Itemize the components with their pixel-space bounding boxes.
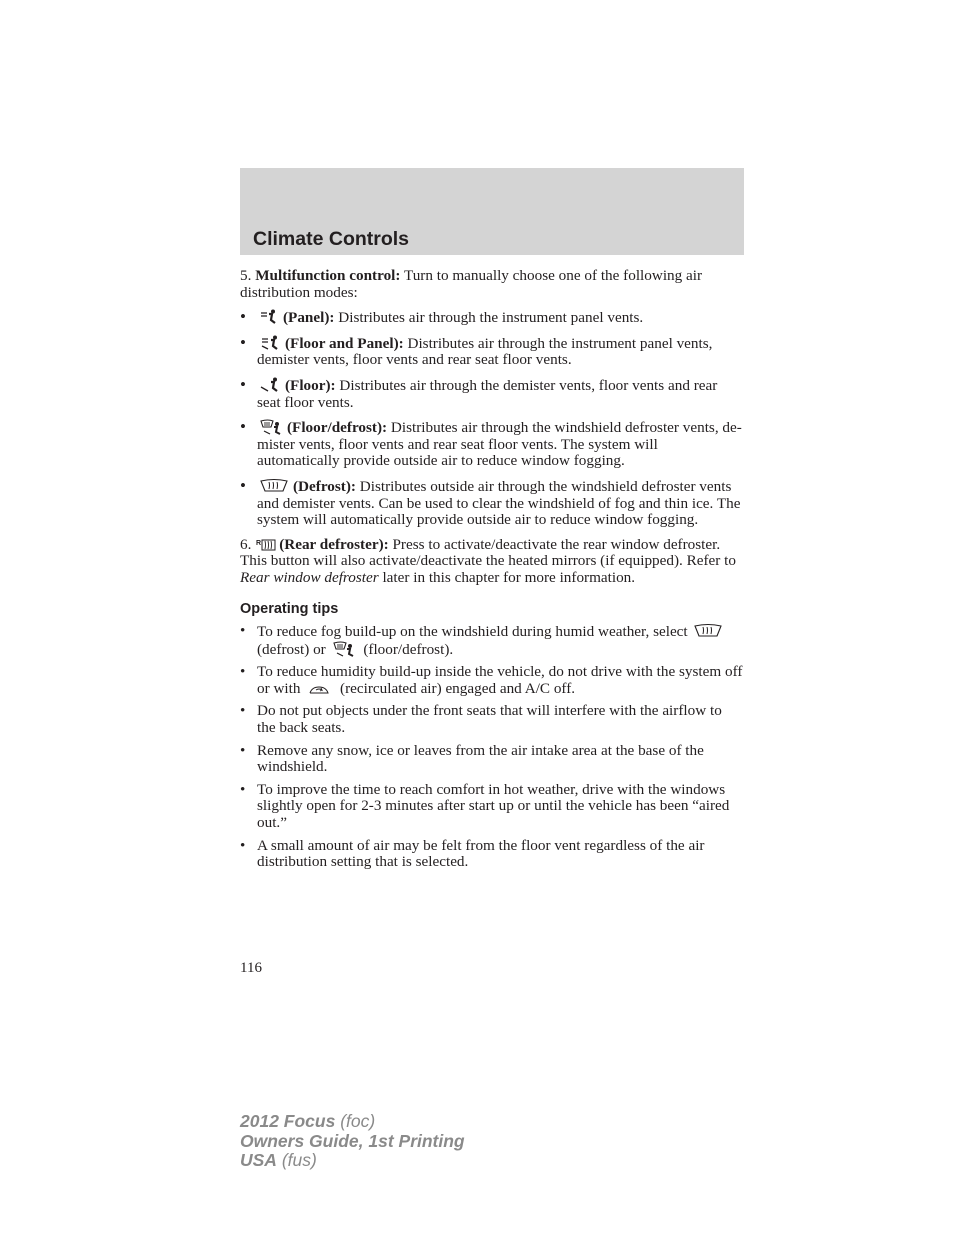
bullet: • [240,780,246,798]
mode-item-floor-defrost [240,419,744,470]
item-label: Multifunction control: [255,267,401,284]
mode-text: Distributes air through the windshield defroster vents, de-mister vents, floor vents and rear seat floor vents. The system will automatically provide outside air to reduce window fogging. [257,419,742,470]
tip-item [240,782,744,832]
item-number: 6. [240,535,252,553]
footer-edition: Owners Guide, 1st Printing [240,1130,465,1151]
bullet: • [240,417,246,437]
tip-text: (floor/defrost). [359,640,454,658]
recirculated-air-icon [307,684,331,696]
footer-market: USA [240,1150,277,1170]
tip-text: Remove any snow, ice or leaves from the air intake area at the base of the windshield. [257,741,704,776]
mode-label: (Floor): [285,376,336,394]
mode-item-panel [240,309,744,327]
tip-text: Do not put objects under the front seats that will interfere with the airflow to the back seats. [257,702,722,737]
tip-text: (recirculated air) engaged and A/C off. [336,679,576,697]
mode-text: Distributes air through the instrument panel vents, demister vents, floor vents and rear seat floor vents. [257,334,713,369]
footer-code: (fus) [276,1150,317,1170]
mode-label: (Floor/defrost): [287,419,388,437]
bullet: • [240,475,246,495]
section-header [240,168,744,255]
item-number: 5. [240,267,252,284]
item-label: (Rear defroster): [279,535,389,553]
footer-model: 2012 Focus [240,1111,336,1131]
mode-item-floor-and-panel [240,332,744,369]
tip-item [240,703,744,736]
mode-text: Distributes air through the instrument panel vents. [334,309,644,327]
floor-vent-icon [260,377,280,393]
tip-text: To reduce humidity build-up inside the vehicle, do not drive with the system off or with [257,663,743,697]
mode-label: (Floor and Panel): [285,334,404,352]
bullet: • [240,622,246,640]
footer-code: (foc) [335,1111,376,1131]
tip-text: (defrost) or [257,640,330,658]
tip-item [240,623,744,658]
svg-text:R: R [256,539,262,547]
mode-text: Distributes outside air through the windshield defroster vents and demister vents. Can be used to clear the windshield of fog and thin ice. The system will automatically provide outside air to reduce window fogging. [257,477,741,529]
bullet: • [240,741,246,759]
air-distribution-mode-list [240,309,744,529]
item-text: Press to activate/deactivate the rear window defroster. This button will also activate/deactivate the heated mirrors (if equipped). Refer to [240,535,736,570]
mode-text: Distributes air through the demister vents, floor vents and rear seat floor vents. [257,376,718,411]
section-title: Climate Controls [253,228,410,250]
bullet: • [240,307,246,327]
windshield-defrost-icon [260,478,288,494]
floor-and-panel-vent-icon [260,335,280,351]
operating-tips-list [240,623,744,871]
mode-label: (Defrost): [293,477,356,495]
multifunction-control-paragraph [240,268,744,301]
floor-defrost-icon [333,641,355,657]
tip-text: To reduce fog build-up on the windshield during humid weather, select [257,623,692,641]
item-text: Turn to manually choose one of the following air distribution modes: [240,267,703,301]
tip-text: To improve the time to reach comfort in hot weather, drive with the windows slightly open for 2-3 minutes after start up or until the vehicle has been “aired out.” [257,780,730,832]
page-number: 116 [240,960,262,976]
footer-line [240,1112,465,1132]
mode-item-defrost [240,475,744,529]
operating-tips-heading: Operating tips [240,600,339,617]
bullet: • [240,332,246,352]
tip-item [240,664,744,697]
bullet: • [240,374,246,394]
mode-item-floor [240,374,744,411]
cross-reference: Rear window defroster [240,568,379,586]
bullet: • [240,702,246,720]
document-footer [240,1112,465,1171]
bullet: • [240,663,246,681]
tip-text: A small amount of air may be felt from the floor vent regardless of the air distribution setting that is selected. [257,836,705,871]
windshield-defrost-icon [694,623,722,639]
floor-defrost-icon [260,419,282,435]
bullet: • [240,836,246,854]
footer-line [240,1151,465,1171]
rear-defroster-paragraph [240,537,744,587]
tip-item [240,838,744,871]
tip-item [240,743,744,776]
page-content [240,268,744,877]
panel-vent-icon [260,309,278,325]
item-text: later in this chapter for more information. [378,568,636,586]
footer-line [240,1132,465,1152]
rear-defroster-icon [256,538,276,552]
mode-label: (Panel): [283,309,335,327]
